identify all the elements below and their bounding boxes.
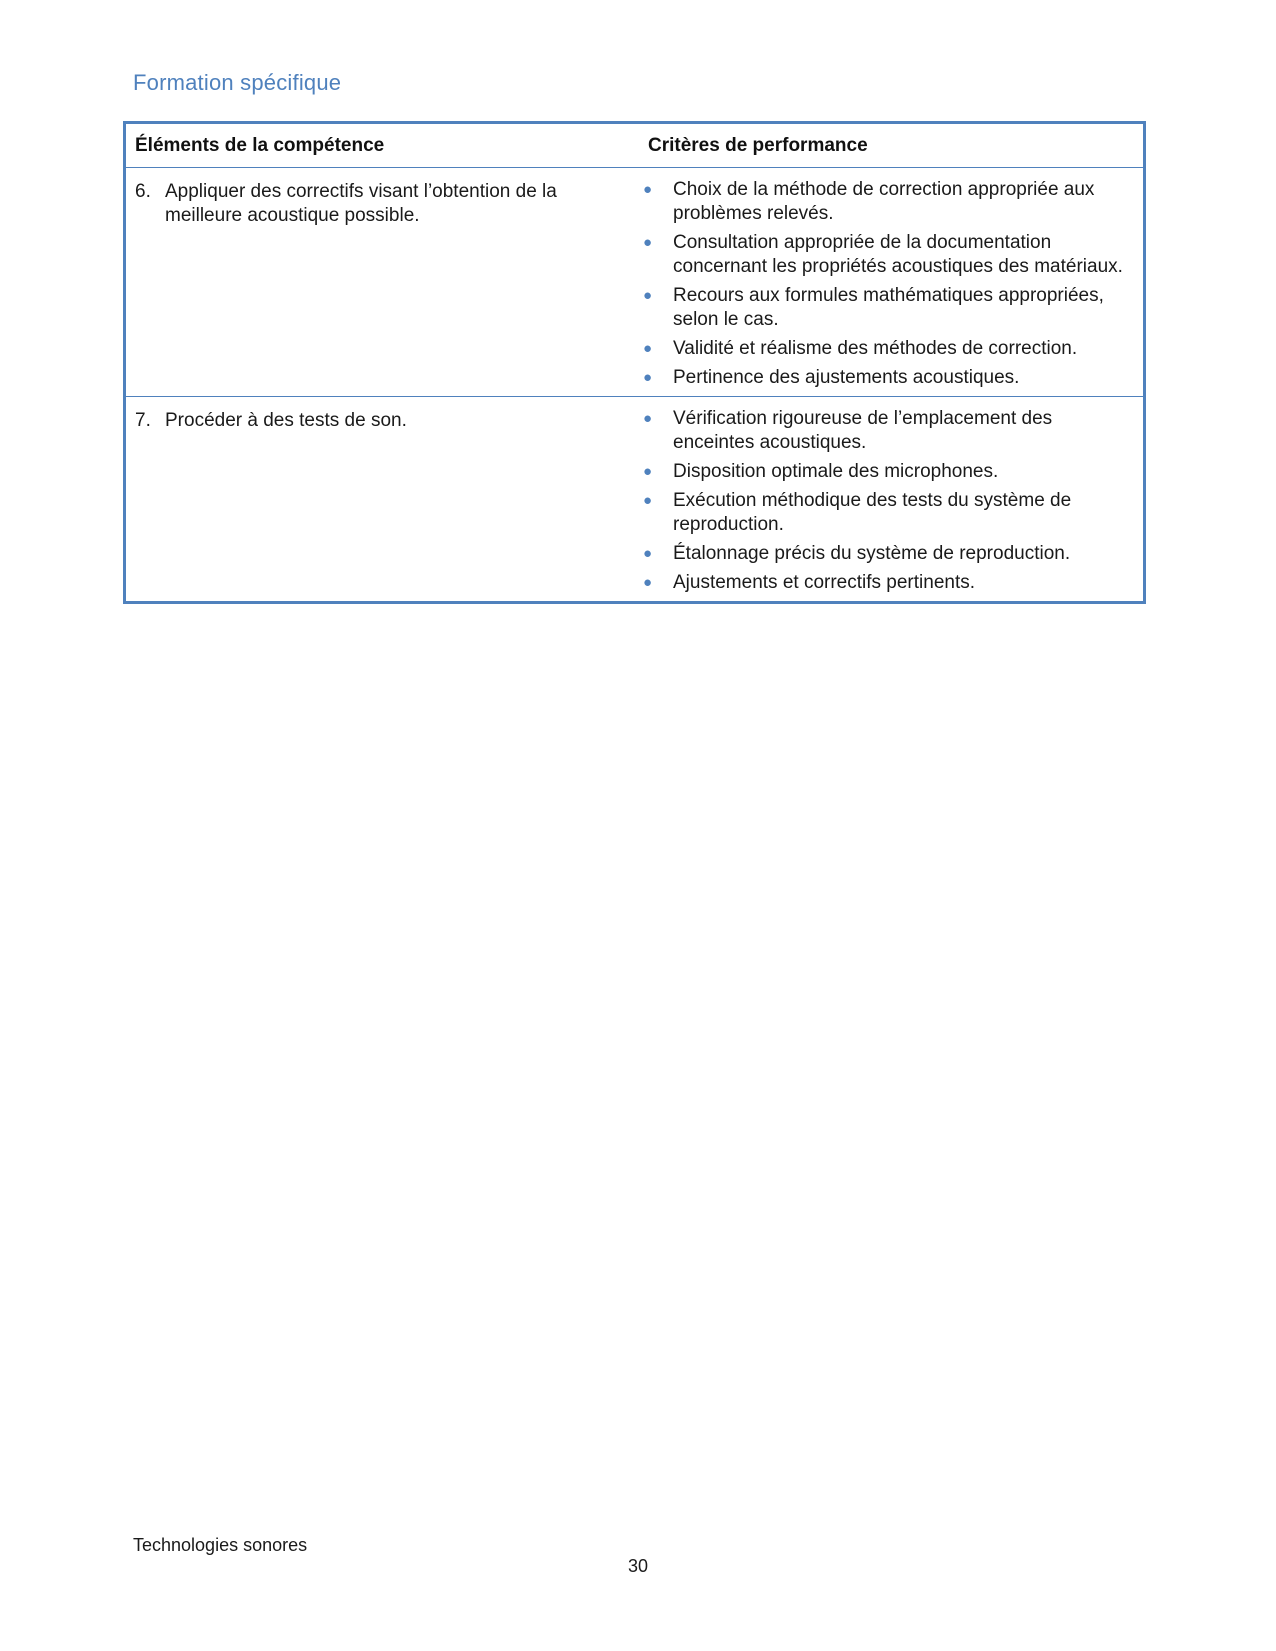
bullet-icon: ● xyxy=(643,492,653,509)
bullet-icon: ● xyxy=(643,287,653,304)
table-header-row xyxy=(125,123,1145,168)
criteria-cell xyxy=(639,397,1145,603)
element-number: 7. xyxy=(135,410,151,431)
criteria-item xyxy=(641,337,1137,361)
criteria-text: Étalonnage précis du système de reproduction. xyxy=(673,543,1071,564)
column-header-elements: Éléments de la compétence xyxy=(125,123,640,168)
criteria-item xyxy=(641,178,1137,226)
criteria-item xyxy=(641,542,1137,566)
bullet-icon: ● xyxy=(643,369,653,386)
footer-program-name: Technologies sonores xyxy=(133,1535,308,1555)
bullet-icon: ● xyxy=(643,410,653,427)
criteria-text: Vérification rigoureuse de l’emplacement des enceintes acoustiques. xyxy=(673,408,1053,453)
element-item xyxy=(135,180,631,228)
competence-table xyxy=(123,121,1146,604)
criteria-text: Recours aux formules mathématiques appropriées, selon le cas. xyxy=(673,285,1104,330)
table-row xyxy=(125,397,1145,603)
criteria-item xyxy=(641,407,1137,455)
criteria-list xyxy=(641,178,1137,390)
table-row xyxy=(125,168,1145,397)
criteria-cell xyxy=(639,168,1145,397)
criteria-item xyxy=(641,460,1137,484)
criteria-text: Pertinence des ajustements acoustiques. xyxy=(673,367,1020,388)
element-text: Appliquer des correctifs visant l’obtention de la meilleure acoustique possible. xyxy=(165,181,557,226)
bullet-icon: ● xyxy=(643,234,653,251)
criteria-text: Choix de la méthode de correction appropriée aux problèmes relevés. xyxy=(673,179,1095,224)
criteria-item xyxy=(641,366,1137,390)
bullet-icon: ● xyxy=(643,181,653,198)
criteria-text: Disposition optimale des microphones. xyxy=(673,461,999,482)
element-number: 6. xyxy=(135,181,151,202)
page-number: 30 xyxy=(627,1556,649,1576)
bullet-icon: ● xyxy=(643,574,653,591)
element-cell xyxy=(125,397,640,603)
criteria-list xyxy=(641,407,1137,595)
criteria-item xyxy=(641,231,1137,279)
criteria-item xyxy=(641,284,1137,332)
criteria-text: Ajustements et correctifs pertinents. xyxy=(673,572,976,593)
bullet-icon: ● xyxy=(643,340,653,357)
criteria-text: Consultation appropriée de la documentation concernant les propriétés acoustiques des matériaux. xyxy=(673,232,1123,277)
criteria-text: Exécution méthodique des tests du système de reproduction. xyxy=(673,490,1072,535)
element-text: Procéder à des tests de son. xyxy=(165,410,407,431)
element-cell xyxy=(125,168,640,397)
criteria-text: Validité et réalisme des méthodes de correction. xyxy=(673,338,1078,359)
element-item xyxy=(135,409,631,433)
bullet-icon: ● xyxy=(643,545,653,562)
column-header-criteria: Critères de performance xyxy=(639,123,1145,168)
criteria-item xyxy=(641,489,1137,537)
page-title: Formation spécifique xyxy=(133,70,342,95)
bullet-icon: ● xyxy=(643,463,653,480)
criteria-item xyxy=(641,571,1137,595)
